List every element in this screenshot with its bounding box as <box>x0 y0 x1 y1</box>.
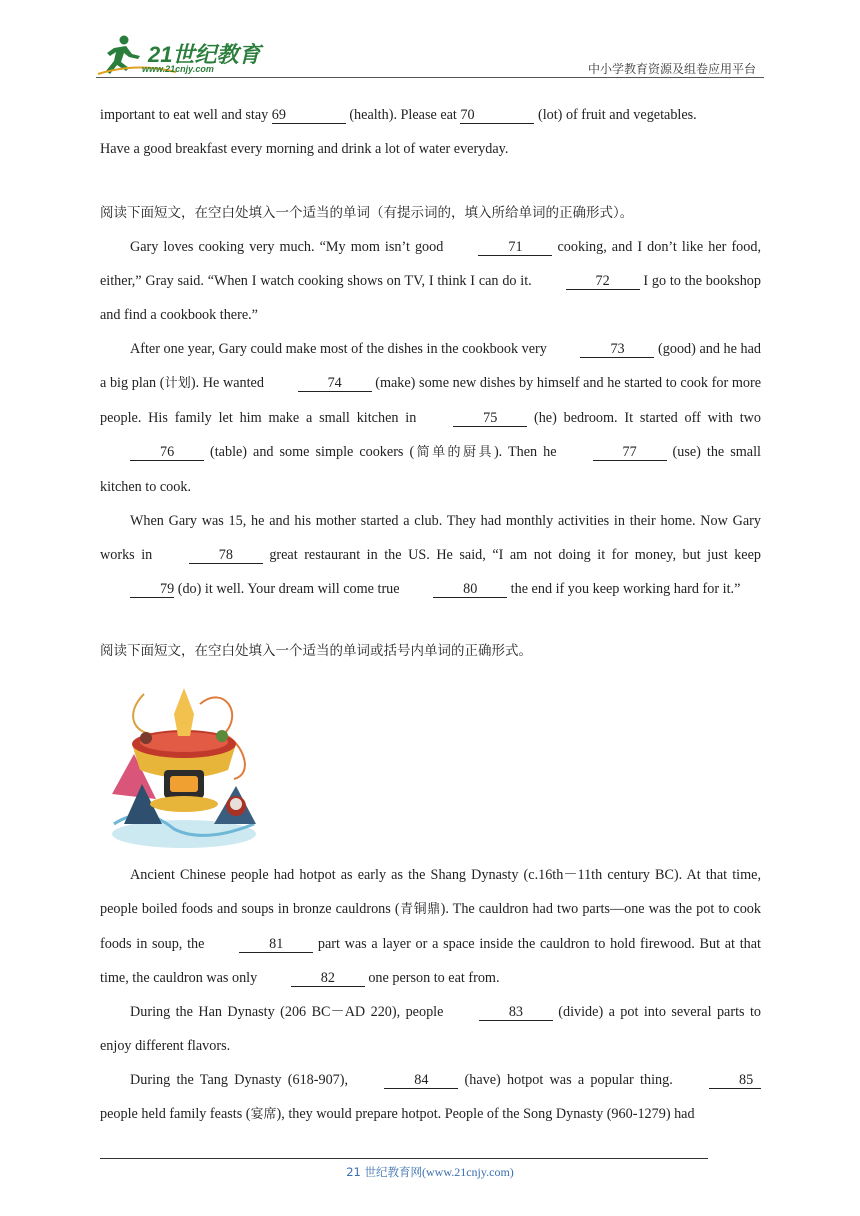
blank-71[interactable]: 71 <box>478 239 552 256</box>
blank-70[interactable]: 70 <box>460 107 534 124</box>
blank-79[interactable]: 79 <box>130 581 174 598</box>
section2-instruction: 阅读下面短文，在空白处填入一个适当的单词（有提示词的，填入所给单词的正确形式）。 <box>100 205 634 221</box>
section-gap <box>100 166 761 196</box>
blank-78[interactable]: 78 <box>189 547 263 564</box>
blank-75[interactable]: 75 <box>453 410 527 427</box>
blank-69[interactable]: 69 <box>272 107 346 124</box>
page-footer <box>0 1164 860 1180</box>
header-platform-title: 中小学教育资源及组卷应用平台 <box>587 62 756 76</box>
footer-site-url[interactable]: (www.21cnjy.com) <box>422 1165 514 1179</box>
section2-paragraph-3: When Gary was 15, he and his mother started a club. They had monthly activities in their home. Now Gary works in 78 great restaurant in the US. He said, “I am not doing it for money, but just keep 79 (do) it well. Your dream will come true 80 the end if you keep working hard for it.” <box>100 513 761 597</box>
blank-83[interactable]: 83 <box>479 1004 553 1021</box>
blank-73[interactable]: 73 <box>580 341 654 358</box>
blank-81[interactable]: 81 <box>239 936 313 953</box>
logo-url-text: www.21cnjy.com <box>142 64 214 74</box>
footer-site-name: 21 世纪教育网 <box>346 1165 423 1179</box>
blank-74[interactable]: 74 <box>298 375 372 392</box>
logo-brand-text: 21世纪教育 <box>148 42 261 67</box>
blank-84[interactable]: 84 <box>384 1072 458 1089</box>
blank-77[interactable]: 77 <box>593 444 667 461</box>
section2-paragraph-1: Gary loves cooking very much. “My mom isn’t good 71 cooking, and I don’t like her food, either,” Gray said. “When I watch cooking shows on TV, I think I can do it. 72 I go to the bookshop and find a cookbook there.” <box>100 239 761 323</box>
blank-76[interactable]: 76 <box>130 444 204 461</box>
blank-82[interactable]: 82 <box>291 970 365 987</box>
blank-80[interactable]: 80 <box>433 581 507 598</box>
footer-divider <box>100 1158 708 1159</box>
header-divider <box>96 77 764 78</box>
section3-instruction: 阅读下面短文，在空白处填入一个适当的单词或括号内单词的正确形式。 <box>100 643 532 659</box>
section-gap <box>100 606 761 634</box>
blank-72[interactable]: 72 <box>566 273 640 290</box>
hotpot-illustration-icon <box>104 674 264 854</box>
document-body <box>100 98 761 1132</box>
section3-paragraph-3: During the Tang Dynasty (618-907), 84 (have) hotpot was a popular thing. 85 people held family feasts (宴席), they would prepare hotpot. People of the Song Dynasty (960-1279) had <box>100 1063 761 1132</box>
blank-85[interactable]: 85 <box>709 1072 761 1089</box>
passage1-continuation: important to eat well and stay 69 (health). Please eat 70 (lot) of fruit and vegetables. Have a good breakfast every morning and drink a lot of water everyday. <box>100 107 697 157</box>
page-header <box>0 0 860 82</box>
section3-paragraph-2: During the Han Dynasty (206 BC－AD 220), people 83 (divide) a pot into several parts to enjoy different flavors. <box>100 1004 761 1054</box>
section2-paragraph-2: After one year, Gary could make most of the dishes in the cookbook very 73 (good) and he had a big plan (计划). He wanted 74 (make) some new dishes by himself and he started to cook for more people. His family let him make a small kitchen in 75 (he) bedroom. It started off with two 76 (table) and some simple cookers (简单的厨具). Then he 77 (use) the small kitchen to cook. <box>100 341 762 495</box>
section3-paragraph-1: Ancient Chinese people had hotpot as early as the Shang Dynasty (c.16th－11th century BC). At that time, people boiled foods and soups in bronze cauldrons (青铜鼎). The cauldron had two parts—one was the pot to cook foods in soup, the 81 part was a layer or a space inside the cauldron to hold firewood. But at that time, the cauldron was only 82 one person to eat from. <box>100 867 761 986</box>
